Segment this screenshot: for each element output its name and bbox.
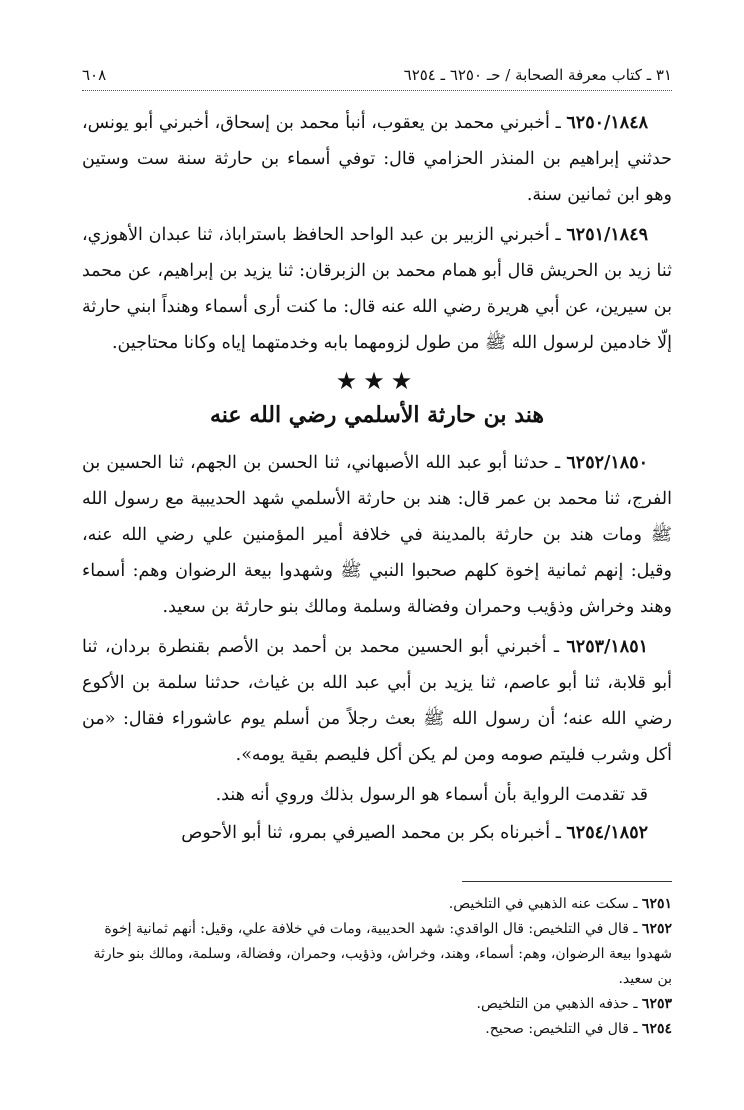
footnotes: [82, 892, 672, 1042]
hadith-paragraph: [82, 815, 672, 851]
footnote-divider: [462, 881, 672, 882]
running-header: [82, 64, 672, 91]
footnote: [82, 892, 672, 917]
hadith-number: ٦٢٥٣/١٨٥١: [566, 637, 648, 657]
footnote: [82, 1017, 672, 1042]
footnote-number: ٦٢٥١: [641, 896, 672, 912]
footnote-text: ـ قال في التلخيص: صحيح.: [485, 1021, 642, 1037]
hadith-number: ٦٢٥٤/١٨٥٢: [566, 823, 648, 843]
footnote: [82, 917, 672, 992]
hadith-text: ـ أخبرناه بكر بن محمد الصيرفي بمرو، ثنا أبو الأحوص: [181, 823, 567, 843]
section-separator: ★★★: [335, 367, 419, 395]
footnote-number: ٦٢٥٣: [641, 996, 672, 1012]
footnote-text: ـ حذفه الذهبي من التلخيص.: [476, 996, 642, 1012]
hadith-paragraph: [82, 445, 672, 625]
footnote-number: ٦٢٥٢: [641, 921, 672, 937]
footnote: [82, 992, 672, 1017]
section-heading: هند بن حارثة الأسلمي رضي الله عنه: [210, 402, 544, 428]
hadith-text: ـ أخبرني محمد بن يعقوب، أنبأ محمد بن إسحاق، أخبرني أبو يونس، حدثني إبراهيم بن المنذر الحزامي قال: توفي أسماء بن حارثة سنة ست وستين وهو ابن ثمانين سنة.: [82, 113, 672, 205]
hadith-paragraph: [82, 629, 672, 773]
hadith-text: ـ أخبرني الزبير بن عبد الواحد الحافظ باستراباذ، ثنا عبدان الأهوزي، ثنا زيد بن الحريش قال أبو همام محمد بن الزبرقان: ثنا يزيد بن إبراهيم، عن محمد بن سيرين، عن أبي هريرة رضي الله عنه قال: ما كنت أرى أسماء وهنداً ابني حارثة إلّا خادمين لرسول الله ﷺ من طول لزومهما بابه وخدمتهما إياه وكانا محتاجين.: [82, 225, 672, 353]
hadith-number: ٦٢٥١/١٨٤٩: [566, 225, 648, 245]
hadith-text: ـ حدثنا أبو عبد الله الأصبهاني، ثنا الحسن بن الجهم، ثنا الحسين بن الفرج، ثنا محمد بن عمر قال: هند بن حارثة الأسلمي شهد الحديبية مع رسول الله ﷺ ومات هند بن حارثة بالمدينة في خلافة أمير المؤمنين علي رضي الله عنه، وقيل: إنهم ثمانية إخوة كلهم صحبوا النبي ﷺ وشهدوا بيعة الرضوان وهم: أسماء وهند وخراش وذؤيب وحمران وفضالة وسلمة ومالك بنو حارثة بن سعيد.: [82, 453, 672, 617]
footnote-text: ـ قال في التلخيص: قال الواقدي: شهد الحديبية، ومات في خلافة علي، وقيل: أنهم ثمانية إخوة شهدوا بيعة الرضوان، وهم: أسماء، وهند، وخراش، وذؤيب، وحمران، وفضالة، وسلمة، ومالك بنو حارثة بن سعيد.: [93, 921, 672, 987]
footnote-number: ٦٢٥٤: [641, 1021, 672, 1037]
page-number: ٦٠٨: [82, 66, 107, 84]
editor-note: قد تقدمت الرواية بأن أسماء هو الرسول بذلك وروي أنه هند.: [215, 785, 648, 805]
hadith-number: ٦٢٥٠/١٨٤٨: [566, 113, 648, 133]
header-title: ٣١ ـ كتاب معرفة الصحابة / حـ ٦٢٥٠ ـ ٦٢٥٤: [403, 66, 672, 84]
footnote-text: ـ سكت عنه الذهبي في التلخيص.: [448, 896, 642, 912]
hadith-paragraph: [82, 105, 672, 213]
hadith-number: ٦٢٥٢/١٨٥٠: [566, 453, 648, 473]
hadith-paragraph: [82, 217, 672, 361]
hadith-text: ـ أخبرني أبو الحسين محمد بن أحمد بن الأصم بقنطرة بردان، ثنا أبو قلابة، ثنا أبو عاصم، ثنا يزيد بن أبي عبد الله بن غياث، حدثنا سلمة بن الأكوع رضي الله عنه؛ أن رسول الله ﷺ بعث رجلاً من أسلم يوم عاشوراء فقال: «من أكل وشرب فليتم صومه ومن لم يكن أكل فليصم بقية يومه».: [82, 637, 672, 765]
